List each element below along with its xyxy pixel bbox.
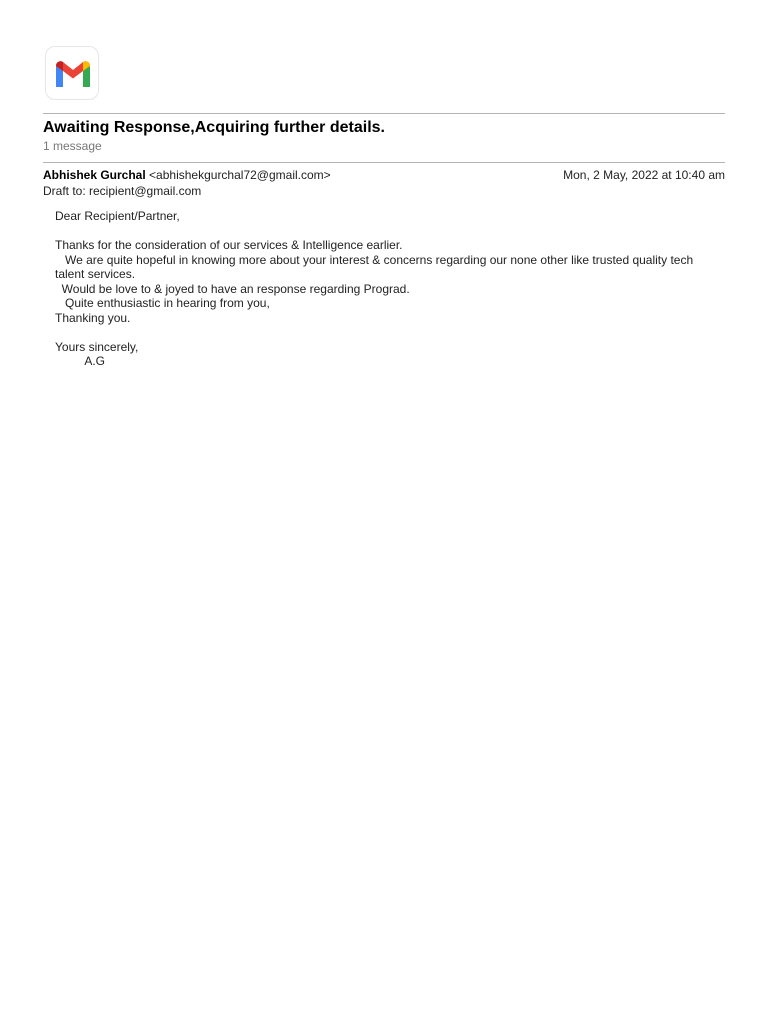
- body-line: Thanking you.: [55, 310, 131, 325]
- body-line: Thanks for the consideration of our services & Intelligence earlier.: [55, 238, 403, 252]
- body-spacer: [55, 325, 715, 340]
- body-line: Would be love to & joyed to have an response regarding Prograd.: [55, 281, 410, 296]
- body-closing: Yours sincerely,: [55, 339, 139, 354]
- sender-line: [43, 168, 331, 182]
- message-count: 1 message: [43, 139, 102, 153]
- header-divider: [43, 113, 725, 114]
- email-date: Mon, 2 May, 2022 at 10:40 am: [563, 168, 725, 182]
- sender-name: Abhishek Gurchal: [43, 168, 146, 182]
- email-body: [55, 209, 715, 369]
- draft-recipient: Draft to: recipient@gmail.com: [43, 184, 202, 198]
- gmail-logo-icon: [45, 46, 99, 100]
- body-line: We are quite hopeful in knowing more about your interest & concerns regarding our none other like trusted quality tech talent services.: [55, 252, 697, 281]
- body-line: Quite enthusiastic in hearing from you,: [55, 296, 270, 310]
- body-spacer: [55, 224, 715, 239]
- subject-divider: [43, 162, 725, 163]
- email-subject: Awaiting Response,Acquiring further details.: [43, 119, 385, 136]
- body-signature: A.G: [55, 354, 106, 368]
- body-greeting: Dear Recipient/Partner,: [55, 209, 180, 223]
- sender-email: <abhishekgurchal72@gmail.com>: [149, 168, 331, 182]
